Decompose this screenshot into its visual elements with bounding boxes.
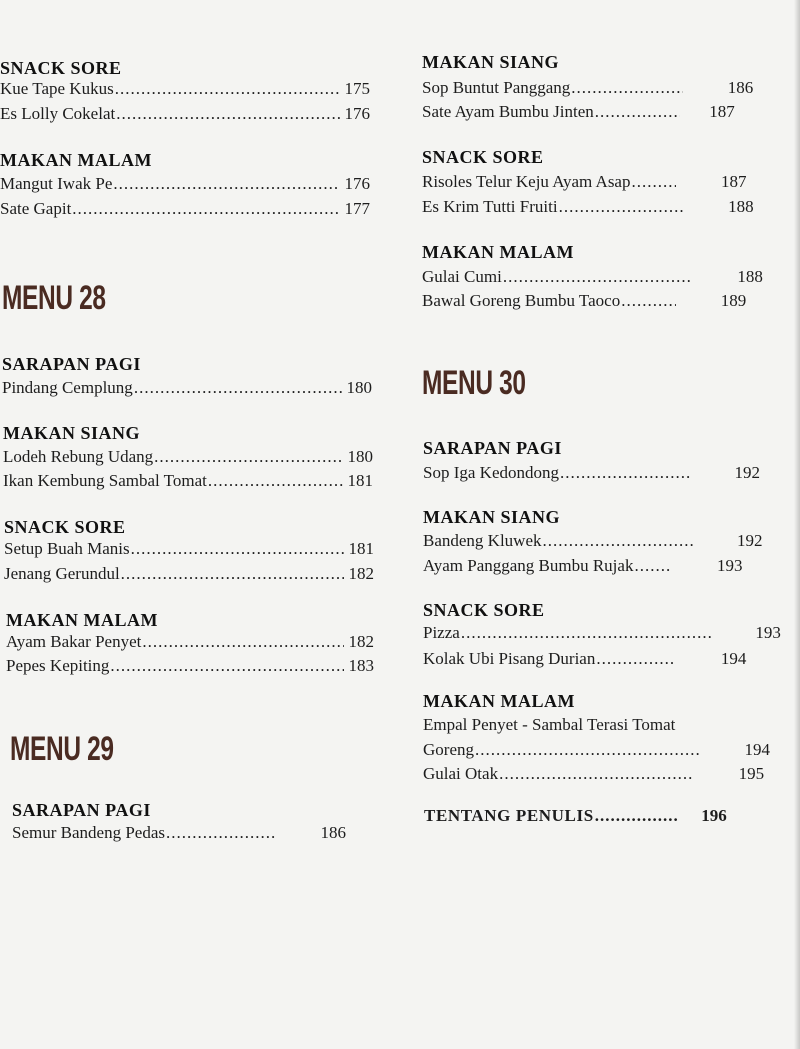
section-heading: MAKAN MALAM [0,150,152,170]
leader-dots [571,77,683,99]
toc-entry [423,462,788,484]
entry-name: Ayam Bakar Penyet [6,632,142,651]
leader-dots [116,103,340,125]
toc-entry [423,739,788,761]
entry-name: Gulai Otak [423,764,499,783]
entry-name: Setup Buah Manis [4,539,130,558]
entry-page: 181 [347,471,373,490]
toc-entry [422,290,788,312]
entry-page: 192 [737,531,763,550]
toc-entry [3,470,373,492]
entry-page: 187 [709,102,735,121]
toc-entry [3,446,373,468]
entry-page: 186 [320,823,346,842]
entry-name: Pizza [423,623,460,642]
leader-dots [634,555,672,577]
section-heading: MAKAN MALAM [423,691,575,711]
entry-name: TENTANG PENULIS [424,806,594,825]
leader-dots [121,563,344,585]
toc-entry [0,103,370,125]
entry-name: Ayam Panggang Bumbu Rujak [423,556,634,575]
entry-page: 196 [701,806,727,825]
leader-dots [503,266,693,288]
leader-dots [110,655,344,677]
entry-name: Pepes Kepiting [6,656,110,675]
section-heading: SNACK SORE [0,58,122,78]
entry-page: 194 [720,649,747,668]
toc-entry [423,648,788,670]
entry-page: 188 [728,197,754,216]
entry-page: 188 [737,267,763,286]
section-heading: MAKAN MALAM [422,242,574,262]
leader-dots [72,198,340,220]
toc-entry [6,655,374,677]
entry-name: Pindang Cemplung [2,378,133,397]
entry-page: 186 [727,78,754,97]
entry-name: Sop Iga Kedondong [423,463,559,482]
leader-dots [208,470,343,492]
toc-entry [2,377,372,399]
entry-page: 187 [720,172,747,191]
section-heading: MAKAN SIANG [422,52,560,72]
leader-dots [596,648,676,670]
toc-entry [0,78,370,100]
entry-name: Kolak Ubi Pisang Durian [423,649,596,668]
toc-entry-line1 [423,714,788,736]
leader-dots [131,538,344,560]
leader-dots [621,290,676,312]
menu-title: MENU 30 [422,364,526,402]
toc-entry [423,763,788,785]
entry-page: 180 [347,447,373,466]
entry-name: Lodeh Rebung Udang [3,447,154,466]
leader-dots [595,101,680,123]
menu-title: MENU 29 [10,730,114,768]
entry-name: Es Lolly Cokelat [0,104,116,123]
entry-page: 177 [344,199,370,218]
entry-page: 182 [348,632,374,651]
entry-page: 192 [734,463,760,482]
entry-page: 194 [744,740,770,759]
leader-dots [631,171,676,193]
entry-name: Bandeng Kluwek [423,531,542,550]
toc-entry [422,196,788,218]
entry-name: Sate Ayam Bumbu Jinten [422,102,594,121]
entry-name: Es Krim Tutti Fruiti [422,197,558,216]
entry-name: Mangut Iwak Pe [0,174,113,193]
entry-name: Sop Buntut Panggang [422,78,571,97]
toc-entry [0,173,370,195]
entry-page: 176 [344,174,370,193]
section-heading: MAKAN SIANG [3,423,141,443]
toc-entry [422,266,788,288]
leader-dots [475,739,700,761]
entry-page: 195 [738,764,765,783]
toc-entry [4,563,374,585]
toc-entry [423,555,788,577]
section-heading: SNACK SORE [423,600,545,620]
section-heading: MAKAN MALAM [6,610,158,630]
leader-dots [142,631,344,653]
entry-page: 193 [716,556,743,575]
leader-dots [543,530,693,552]
section-heading: SNACK SORE [4,517,126,537]
about-author-entry [424,805,786,827]
menu-title: MENU 28 [2,279,106,317]
section-heading: SNACK SORE [422,147,544,167]
entry-name: Gulai Cumi [422,267,502,286]
leader-dots [154,446,343,468]
toc-entry [422,171,788,193]
entry-page: 175 [344,79,370,98]
toc-entry [4,538,374,560]
entry-name: Ikan Kembung Sambal Tomat [3,471,207,490]
toc-entry [423,530,788,552]
entry-name: Sate Gapit [0,199,72,218]
leader-dots [166,822,276,844]
leader-dots [134,377,342,399]
toc-entry [423,622,788,644]
entry-name: Risoles Telur Keju Ayam Asap [422,172,631,191]
entry-name: Goreng [423,740,474,759]
entry-page: 193 [755,623,781,642]
entry-name: Bawal Goreng Bumbu Taoco [422,291,621,310]
entry-page: 189 [720,291,747,310]
entry-page: 183 [348,656,374,675]
entry-name: Jenang Gerundul [4,564,120,583]
section-heading: SARAPAN PAGI [2,354,141,374]
entry-page: 181 [348,539,374,558]
leader-dots [595,805,677,827]
section-heading: MAKAN SIANG [423,507,561,527]
leader-dots [560,462,690,484]
entry-page: 180 [346,378,372,397]
entry-page: 176 [344,104,370,123]
section-heading: SARAPAN PAGI [423,438,562,458]
toc-entry [12,822,374,844]
entry-page: 182 [348,564,374,583]
section-heading: SARAPAN PAGI [12,800,151,820]
leader-dots [499,763,694,785]
leader-dots [461,622,711,644]
toc-entry [422,77,788,99]
toc-entry [6,631,374,653]
leader-dots [113,173,340,195]
toc-entry [422,101,788,123]
entry-name: Semur Bandeng Pedas [12,823,165,842]
entry-name: Kue Tape Kukus [0,79,114,98]
toc-entry [0,198,370,220]
leader-dots [559,196,684,218]
leader-dots [115,78,340,100]
entry-name: Empal Penyet - Sambal Terasi Tomat [423,715,676,734]
